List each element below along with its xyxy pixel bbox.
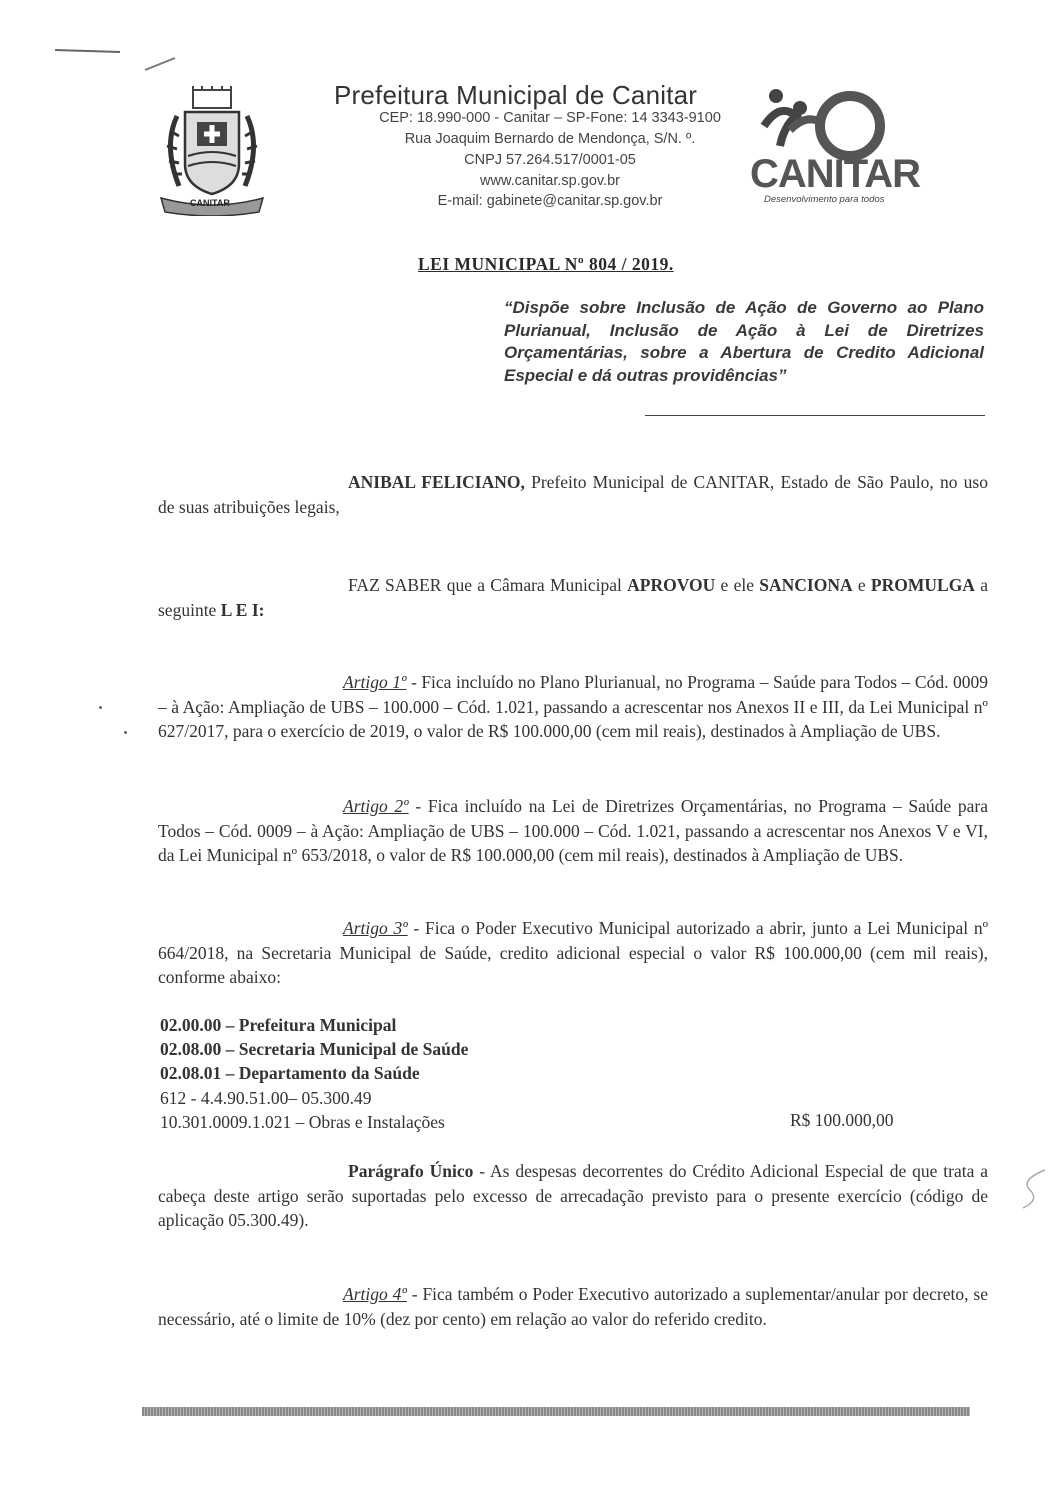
article-3-text: - Fica o Poder Executivo Municipal autorizado a abrir, junto a Lei Municipal nº 664/2018, na Secretaria Municipal de Saúde, credito adicional especial o valor R$ 100.000,00 (cem mil reais), conforme abaixo: [158,918,988,987]
crest-label: CANITAR [190,198,230,208]
budget-line-departamento: 02.08.01 – Departamento da Saúde [160,1063,420,1083]
mayor-name: ANIBAL FELICIANO, [348,472,525,492]
article-4 [158,1282,988,1331]
article-4-label: Artigo 4º [343,1284,407,1304]
preamble-paragraph [158,470,988,519]
law-title: LEI MUNICIPAL Nº 804 / 2019. [418,254,674,274]
logo-tagline: Desenvolvimento para todos [764,194,885,205]
paragrafo-unico-label: Parágrafo Único [348,1161,474,1181]
enact-text: FAZ SABER que a Câmara Municipal [348,575,628,595]
budget-line-secretaria: 02.08.00 – Secretaria Municipal de Saúde [160,1039,469,1059]
paragrafo-unico-text: - As despesas decorrentes do Crédito Adicional Especial de que trata a cabeça deste artigo serão suportadas pelo excesso de arrecadação previsto para o presente exercício (código de aplicação 05.300.49). [158,1161,988,1230]
paragrafo-unico [158,1159,988,1233]
article-2 [158,794,988,868]
article-2-label: Artigo 2º [343,796,409,816]
header-email-line: E-mail: gabinete@canitar.sp.gov.br [437,193,663,209]
article-3-label: Artigo 3º [343,918,408,938]
budget-line-obras: 10.301.0009.1.021 – Obras e Instalações [160,1112,445,1132]
preamble-text: Prefeito Municipal de CANITAR, Estado de São Paulo, no uso de suas atribuições legais, [158,472,988,517]
enact-text: a seguinte [158,575,988,620]
article-1 [158,670,988,744]
budget-amount: R$ 100.000,00 [790,1110,894,1130]
logo-wordmark: CANITAR [750,152,921,196]
coat-of-arms-icon [155,86,270,216]
enact-text: e [852,575,871,595]
enact-approved: APROVOU [627,575,716,595]
article-3 [158,916,988,990]
ementa-underline [645,415,985,416]
law-ementa: “Dispõe sobre Inclusão de Ação de Governo ao Plano Plurianual, Inclusão de Ação à Lei de Diretrizes Orçamentárias, sobre a Abertura de Credito Adicional Especial e dá outras providências” [504,298,984,385]
budget-line-prefeitura: 02.00.00 – Prefeitura Municipal [160,1015,397,1035]
margin-dot [124,731,127,734]
header-title: Prefeitura Municipal de Canitar [334,80,698,110]
enact-promulgates: PROMULGA [870,575,975,595]
scan-mark [50,40,180,80]
header-street-line: Rua Joaquim Bernardo de Mendonça, S/N. º. [404,131,696,147]
article-1-label: Artigo 1º [343,672,407,692]
margin-dot [99,706,102,709]
footer-bar [142,1407,970,1416]
margin-scribble [1015,1160,1055,1220]
enactment-paragraph [158,573,988,622]
article-1-text: - Fica incluído no Plano Plurianual, no Programa – Saúde para Todos – Cód. 0009 – à Ação: Ampliação de UBS – 100.000 – Cód. 1.021, passando a acrescentar nos Anexos II e III, da Lei Municipal nº 627/2017, para o exercício de 2019, o valor de R$ 100.000,00 (cem mil reais), destinados à Ampliação de UBS. [158,672,988,741]
budget-line-code: 612 - 4.4.90.51.00– 05.300.49 [160,1088,372,1108]
enact-lei: L E I: [220,599,265,620]
header-website-line: www.canitar.sp.gov.br [480,173,620,189]
header-address-line: CEP: 18.990-000 - Canitar – SP-Fone: 14 3343-9100 [379,110,721,126]
article-4-text: - Fica também o Poder Executivo autorizado a suplementar/anular por decreto, se necessário, até o limite de 10% (dez por cento) em relação ao valor do referido credito. [158,1284,988,1329]
article-2-text: - Fica incluído na Lei de Diretrizes Orçamentárias, no Programa – Saúde para Todos – Cód. 0009 – à Ação: Ampliação de UBS – 100.000 – Cód. 1.021, passando a acrescentar nos Anexos V e VI, da Lei Municipal nº 653/2018, o valor de R$ 100.000,00 (cem mil reais), destinados à Ampliação de UBS. [158,796,988,865]
header-cnpj-line: CNPJ 57.264.517/0001-05 [464,152,636,168]
enact-sanctions: SANCIONA [759,575,853,595]
enact-text: e ele [715,575,760,595]
